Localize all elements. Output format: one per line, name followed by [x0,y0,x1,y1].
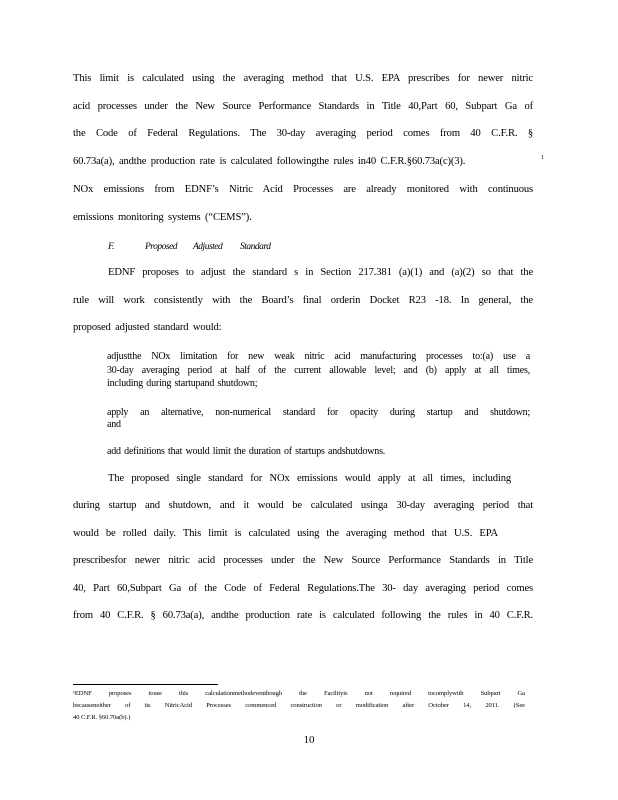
footnote-reference: 1 [541,155,544,161]
body-text-line: emissions monitoring systems (“CEMS”). [73,212,252,223]
page-number: 10 [303,734,315,746]
body-text-line: proposed adjusted standard would: [73,322,222,333]
body-text-line: the Code of Federal Regulations. The 30-day averaging period comes from 40 C.F.R. § [73,128,533,139]
body-text-line: This limit is calculated using the averaging method that U.S. EPA prescribes for newer nitric [73,73,533,84]
section-letter: F. [108,242,114,252]
heading-word: Standard [240,242,271,252]
bullet-text-line: apply an alternative, non-numerical standard for opacity during startup and shutdown; [107,407,530,418]
body-text-line: 60.73a(a), andthe production rate is calculated followingthe rules in40 C.F.R.§60.73a(c)(3). [73,156,466,167]
bullet-text-line: including during startupand shutdown; [107,378,258,389]
bullet-text-line: 30-day averaging period at half of the current allowable level; and (b) apply at all times, [107,365,530,376]
body-text-line: The proposed single standard for NOx emissions would apply at all times, including [108,473,511,484]
heading-word: Adjusted [193,242,223,252]
body-text-line: NOx emissions from EDNF’s Nitric Acid Processes are already monitored with continuous [73,184,533,195]
bullet-text-line: and [107,419,121,430]
body-text-line: from 40 C.F.R. § 60.73a(a), andthe production rate is calculated following the rules in 40 C.F.R. [73,610,533,621]
body-text-line: 40, Part 60,Subpart Ga of the Code of Federal Regulations.The 30- day averaging period comes [73,583,533,594]
body-text-line: prescribesfor newer nitric acid processes under the New Source Performance Standards in Title [73,555,533,566]
body-text-line: would be rolled daily. This limit is calculated using the averaging method that U.S. EPA [73,528,498,539]
bullet-text-line: add definitions that would limit the duration of startups andshutdowns. [107,446,386,457]
bullet-text-line: adjustthe NOx limitation for new weak nitric acid manufacturing processes to:(a) use a [107,351,530,362]
body-text-line: acid processes under the New Source Performance Standards in Title 40,Part 60, Subpart Ga of [73,101,533,112]
footnote-text-line: 40 C.F.R. §60.70a(b).) [73,714,131,721]
body-text-line: EDNF proposes to adjust the standard s in Section 217.381 (a)(1) and (a)(2) so that the [108,267,533,278]
footnote-text-line: ¹EDNF proposes touse this calculationmethodeventhough the Facilityis not required tocomplywith Subpart Ga [73,690,525,697]
body-text-line: rule will work consistently with the Board’s final orderin Docket R23 -18. In general, the [73,295,533,306]
footnote-divider [73,684,218,685]
heading-word: Proposed [145,242,178,252]
body-text-line: during startup and shutdown, and it would be calculated usinga 30-day averaging period that [73,500,533,511]
footnote-text-line: becauseneither of its NitricAcid Processes commenced construction or modification after October 14, 2011. (See [73,702,525,709]
